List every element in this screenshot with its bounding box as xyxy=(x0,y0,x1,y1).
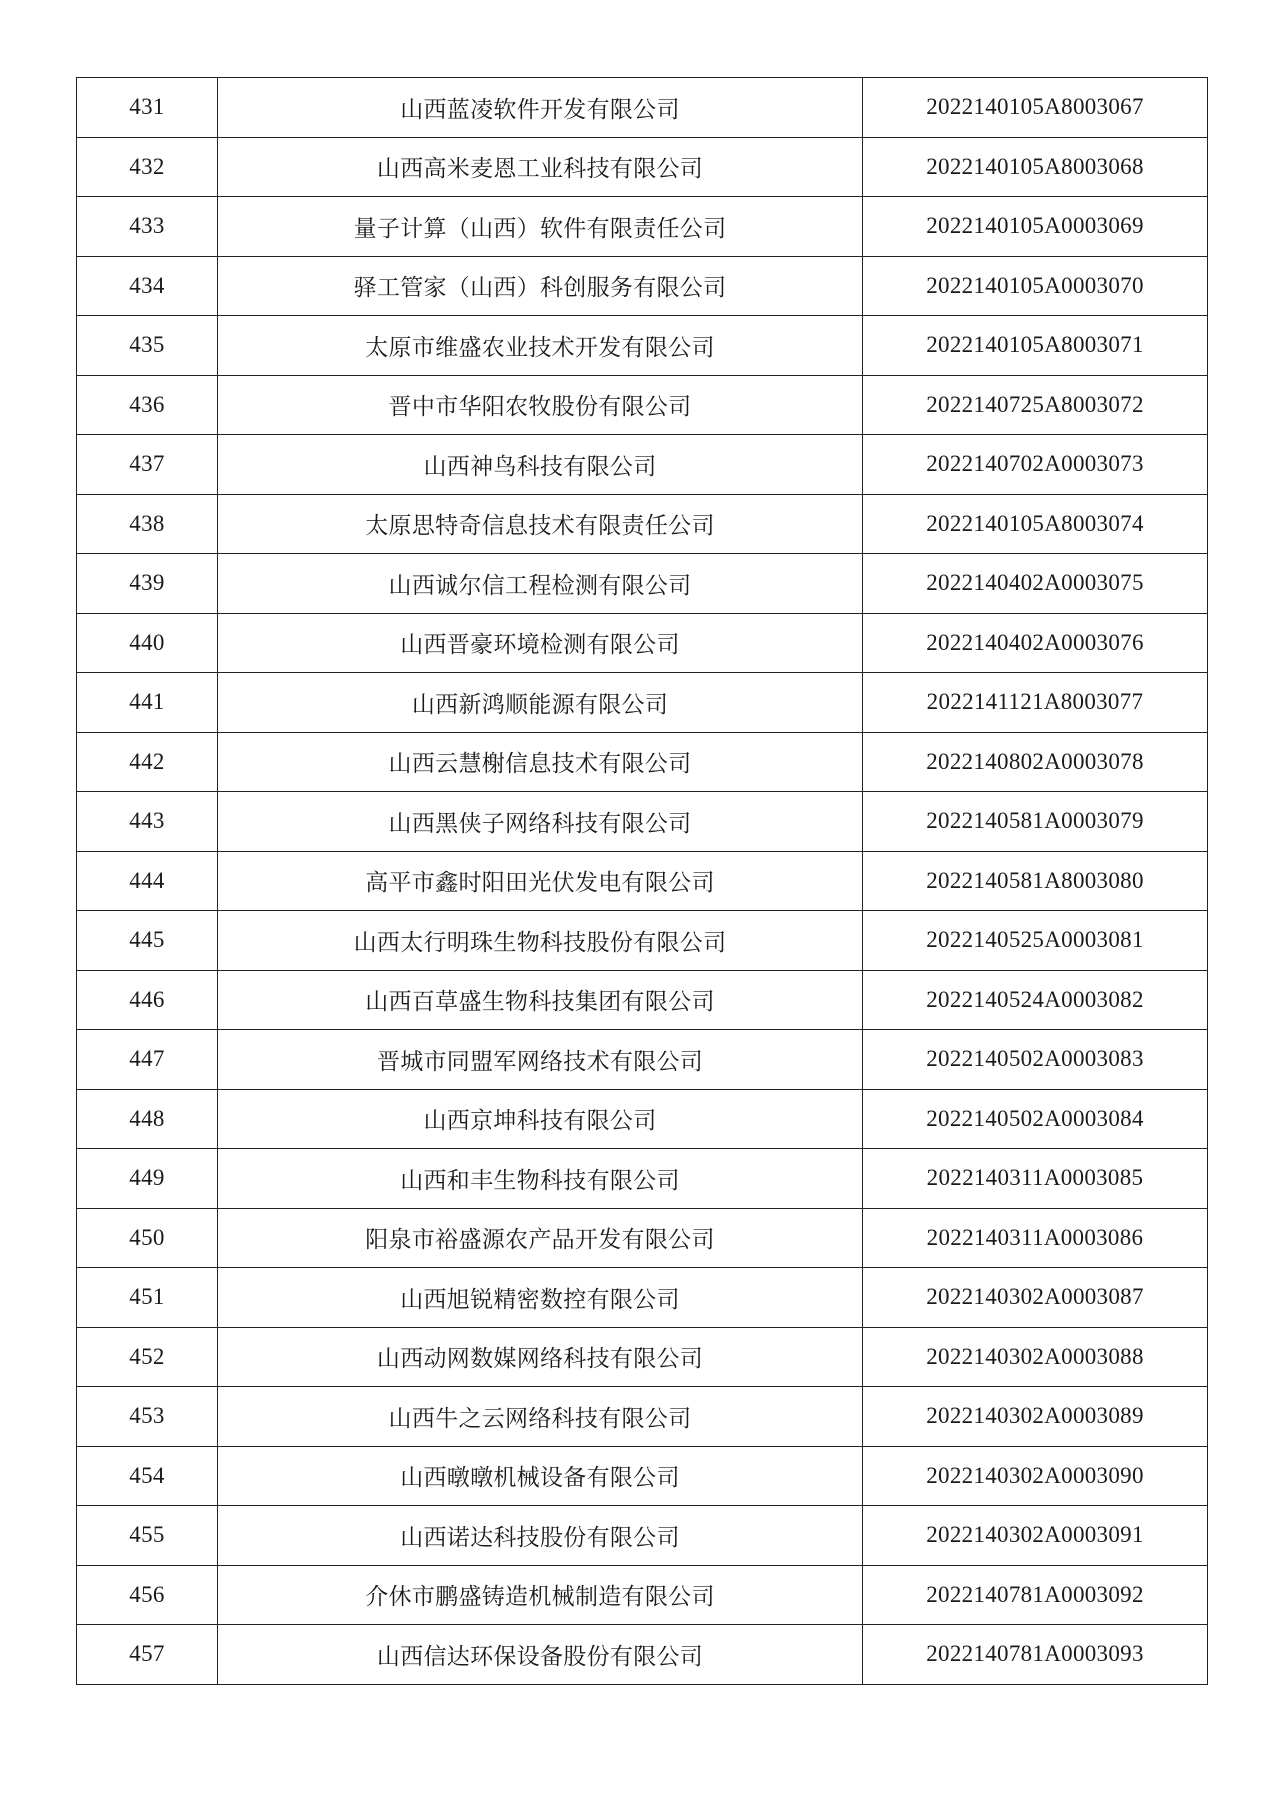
table-row xyxy=(77,1446,1208,1506)
registration-code: 2022140105A0003069 xyxy=(863,197,1208,257)
table-row xyxy=(77,1030,1208,1090)
row-number: 455 xyxy=(77,1506,218,1566)
table-row xyxy=(77,1506,1208,1566)
registration-code: 2022140311A0003086 xyxy=(863,1208,1208,1268)
registration-code: 2022140702A0003073 xyxy=(863,435,1208,495)
company-name: 量子计算（山西）软件有限责任公司 xyxy=(218,197,863,257)
company-name: 山西动网数媒网络科技有限公司 xyxy=(218,1327,863,1387)
row-number: 450 xyxy=(77,1208,218,1268)
registration-code: 2022140725A8003072 xyxy=(863,375,1208,435)
company-name: 山西诺达科技股份有限公司 xyxy=(218,1506,863,1566)
registration-code: 2022140302A0003087 xyxy=(863,1268,1208,1328)
company-name: 山西诚尔信工程检测有限公司 xyxy=(218,554,863,614)
table-row xyxy=(77,1149,1208,1209)
row-number: 431 xyxy=(77,78,218,138)
registration-code: 2022140302A0003091 xyxy=(863,1506,1208,1566)
table-row xyxy=(77,911,1208,971)
table-row xyxy=(77,851,1208,911)
registration-code: 2022141121A8003077 xyxy=(863,673,1208,733)
table-row xyxy=(77,673,1208,733)
table-row xyxy=(77,494,1208,554)
table-row xyxy=(77,1565,1208,1625)
table-row xyxy=(77,1327,1208,1387)
registration-code: 2022140781A0003093 xyxy=(863,1625,1208,1685)
row-number: 451 xyxy=(77,1268,218,1328)
table-body xyxy=(77,78,1208,1685)
row-number: 434 xyxy=(77,256,218,316)
registration-code: 2022140525A0003081 xyxy=(863,911,1208,971)
table-row xyxy=(77,732,1208,792)
registration-code: 2022140802A0003078 xyxy=(863,732,1208,792)
registration-code: 2022140105A8003067 xyxy=(863,78,1208,138)
table-row xyxy=(77,792,1208,852)
company-name: 山西高米麦恩工业科技有限公司 xyxy=(218,137,863,197)
row-number: 449 xyxy=(77,1149,218,1209)
company-name: 山西百草盛生物科技集团有限公司 xyxy=(218,970,863,1030)
company-name: 高平市鑫时阳田光伏发电有限公司 xyxy=(218,851,863,911)
table-row xyxy=(77,1387,1208,1447)
row-number: 445 xyxy=(77,911,218,971)
row-number: 432 xyxy=(77,137,218,197)
registration-code: 2022140402A0003076 xyxy=(863,613,1208,673)
table-row xyxy=(77,1208,1208,1268)
table-row xyxy=(77,137,1208,197)
table-row xyxy=(77,375,1208,435)
row-number: 448 xyxy=(77,1089,218,1149)
table-row xyxy=(77,554,1208,614)
company-name: 山西新鸿顺能源有限公司 xyxy=(218,673,863,733)
row-number: 433 xyxy=(77,197,218,257)
table-row xyxy=(77,970,1208,1030)
company-name: 山西京坤科技有限公司 xyxy=(218,1089,863,1149)
row-number: 447 xyxy=(77,1030,218,1090)
registration-code: 2022140502A0003084 xyxy=(863,1089,1208,1149)
company-name: 山西蓝凌软件开发有限公司 xyxy=(218,78,863,138)
company-name: 山西牛之云网络科技有限公司 xyxy=(218,1387,863,1447)
company-name: 介休市鹏盛铸造机械制造有限公司 xyxy=(218,1565,863,1625)
row-number: 446 xyxy=(77,970,218,1030)
row-number: 444 xyxy=(77,851,218,911)
registration-code: 2022140311A0003085 xyxy=(863,1149,1208,1209)
table-row xyxy=(77,197,1208,257)
company-name: 山西信达环保设备股份有限公司 xyxy=(218,1625,863,1685)
registration-code: 2022140524A0003082 xyxy=(863,970,1208,1030)
company-name: 山西云慧榭信息技术有限公司 xyxy=(218,732,863,792)
table-row xyxy=(77,1089,1208,1149)
company-name: 阳泉市裕盛源农产品开发有限公司 xyxy=(218,1208,863,1268)
table-row xyxy=(77,1268,1208,1328)
row-number: 438 xyxy=(77,494,218,554)
company-table xyxy=(76,77,1208,1685)
row-number: 454 xyxy=(77,1446,218,1506)
row-number: 457 xyxy=(77,1625,218,1685)
registration-code: 2022140581A0003079 xyxy=(863,792,1208,852)
company-name: 驿工管家（山西）科创服务有限公司 xyxy=(218,256,863,316)
table-row xyxy=(77,256,1208,316)
registration-code: 2022140302A0003089 xyxy=(863,1387,1208,1447)
registration-code: 2022140781A0003092 xyxy=(863,1565,1208,1625)
company-name: 晋城市同盟军网络技术有限公司 xyxy=(218,1030,863,1090)
registration-code: 2022140581A8003080 xyxy=(863,851,1208,911)
row-number: 440 xyxy=(77,613,218,673)
table-row xyxy=(77,435,1208,495)
table-row xyxy=(77,316,1208,376)
registration-code: 2022140502A0003083 xyxy=(863,1030,1208,1090)
table-row xyxy=(77,78,1208,138)
registration-code: 2022140105A8003071 xyxy=(863,316,1208,376)
row-number: 435 xyxy=(77,316,218,376)
company-name: 太原市维盛农业技术开发有限公司 xyxy=(218,316,863,376)
company-name: 太原思特奇信息技术有限责任公司 xyxy=(218,494,863,554)
registration-code: 2022140105A8003074 xyxy=(863,494,1208,554)
registration-code: 2022140105A0003070 xyxy=(863,256,1208,316)
row-number: 452 xyxy=(77,1327,218,1387)
company-name: 山西和丰生物科技有限公司 xyxy=(218,1149,863,1209)
company-name: 山西黑侠子网络科技有限公司 xyxy=(218,792,863,852)
row-number: 442 xyxy=(77,732,218,792)
company-name: 山西太行明珠生物科技股份有限公司 xyxy=(218,911,863,971)
company-name: 山西晋豪环境检测有限公司 xyxy=(218,613,863,673)
row-number: 437 xyxy=(77,435,218,495)
company-name: 山西旭锐精密数控有限公司 xyxy=(218,1268,863,1328)
table-row xyxy=(77,1625,1208,1685)
registration-code: 2022140105A8003068 xyxy=(863,137,1208,197)
row-number: 436 xyxy=(77,375,218,435)
row-number: 456 xyxy=(77,1565,218,1625)
row-number: 439 xyxy=(77,554,218,614)
registration-code: 2022140302A0003090 xyxy=(863,1446,1208,1506)
row-number: 443 xyxy=(77,792,218,852)
registration-code: 2022140402A0003075 xyxy=(863,554,1208,614)
table-row xyxy=(77,613,1208,673)
row-number: 453 xyxy=(77,1387,218,1447)
company-name: 山西暾暾机械设备有限公司 xyxy=(218,1446,863,1506)
company-name: 晋中市华阳农牧股份有限公司 xyxy=(218,375,863,435)
registration-code: 2022140302A0003088 xyxy=(863,1327,1208,1387)
row-number: 441 xyxy=(77,673,218,733)
company-name: 山西神鸟科技有限公司 xyxy=(218,435,863,495)
